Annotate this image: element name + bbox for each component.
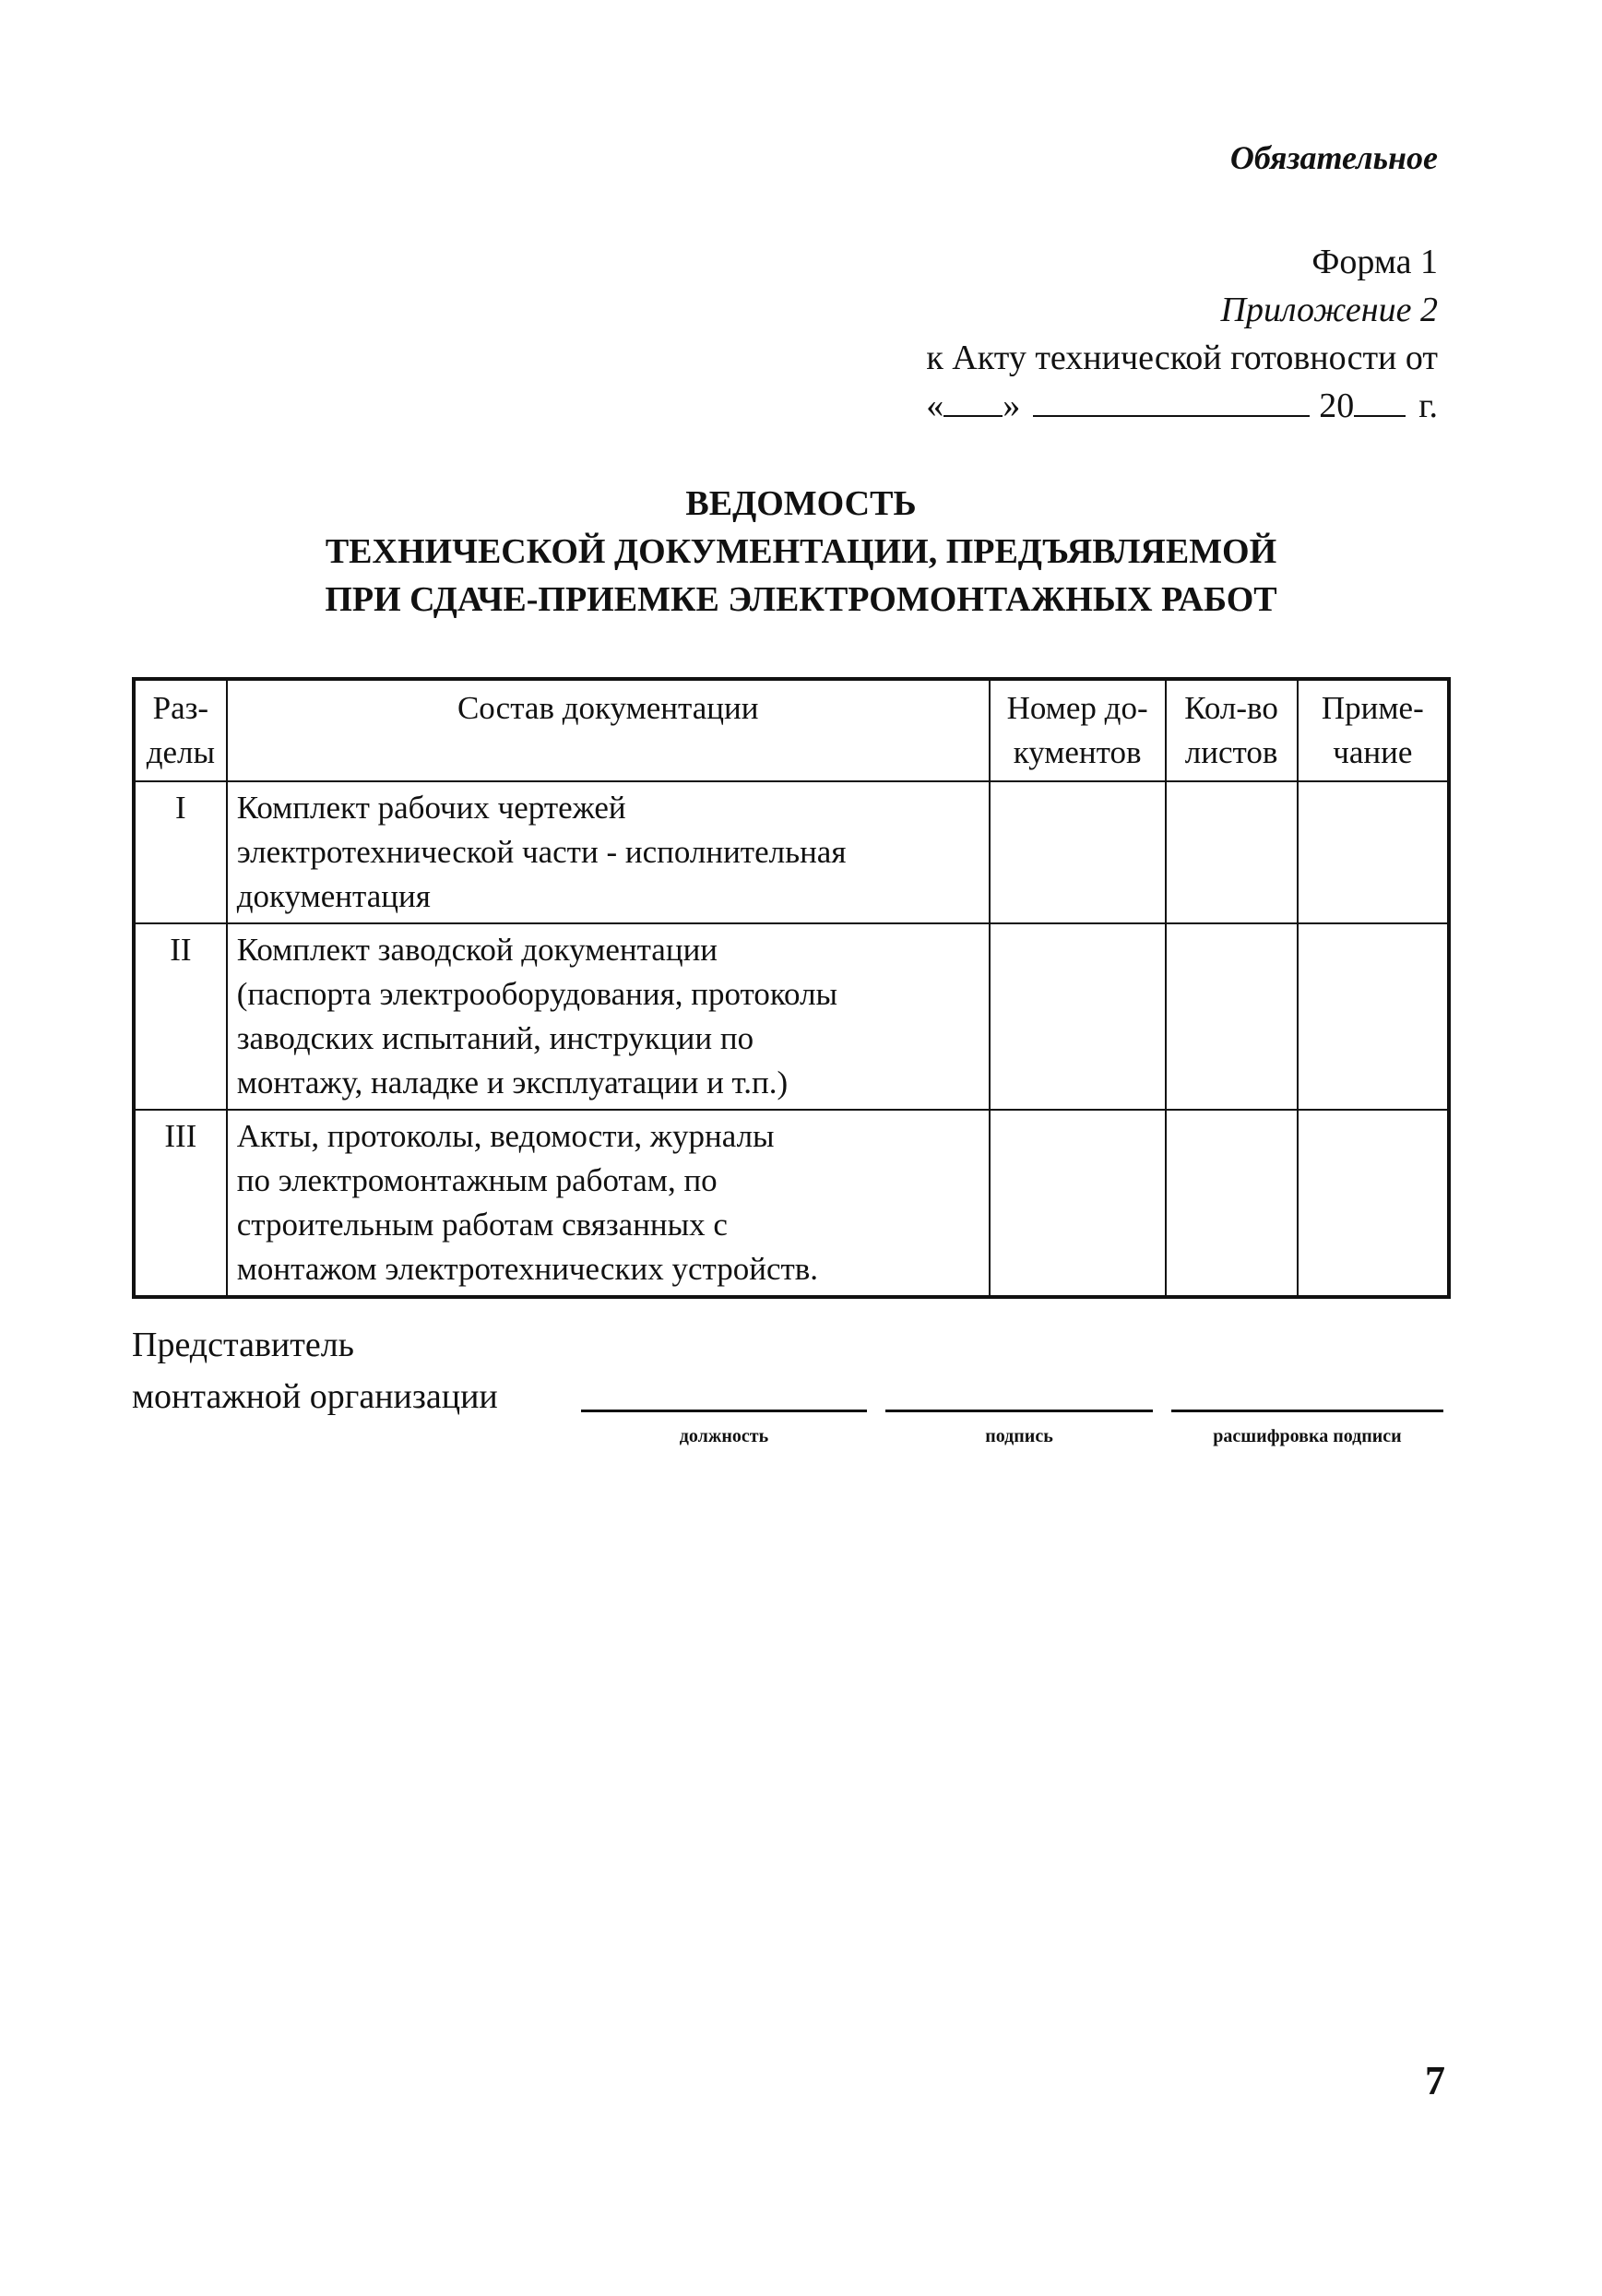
row-section: III [134,1110,227,1297]
signature-line[interactable] [885,1410,1153,1412]
act-reference: к Акту технической готовности от [926,339,1438,377]
row-composition: Акты, протоколы, ведомости, журналы по электромонтажным работам, по строительным работам связанных с монтажом электротехнических устройств. [227,1110,990,1297]
year-prefix: 20 [1319,387,1355,425]
header-section: Раз- делы [134,679,227,781]
title-line-1: ВЕДОМОСТЬ [685,484,917,523]
position-caption: должность [679,1426,769,1446]
header-sheets: Кол-во листов [1166,679,1298,781]
appendix-label: Приложение 2 [1220,291,1438,329]
date-close-quote: » [1003,387,1021,425]
year-blank[interactable] [1354,384,1406,417]
representative-block [132,1319,498,1422]
organization-label: монтажной организации [132,1377,498,1416]
position-line[interactable] [581,1410,867,1412]
row-section: I [134,781,227,923]
row-note-cell[interactable] [1298,1110,1449,1297]
header-note: Приме- чание [1298,679,1449,781]
table-header-row [134,679,1449,781]
decoding-line[interactable] [1171,1410,1443,1412]
row-sheets-cell[interactable] [1166,781,1298,923]
form-number: Форма 1 [1311,243,1438,281]
form-header [926,238,1438,430]
date-open-quote: « [926,387,944,425]
row-note-cell[interactable] [1298,923,1449,1110]
documentation-table [132,677,1451,1299]
title-line-3: ПРИ СДАЧЕ-ПРИЕМКЕ ЭЛЕКТРОМОНТАЖНЫХ РАБОТ [325,580,1277,619]
mandatory-label: Обязательное [1229,139,1438,176]
table-row [134,781,1449,923]
row-section: II [134,923,227,1110]
row-doc-number-cell[interactable] [990,1110,1166,1297]
row-note-cell[interactable] [1298,781,1449,923]
signature-caption: подпись [985,1426,1053,1446]
header-doc-number: Номер до- кументов [990,679,1166,781]
row-sheets-cell[interactable] [1166,923,1298,1110]
date-line [926,382,1438,430]
row-composition: Комплект заводской документации (паспорта электрооборудования, протоколы заводских испытаний, инструкции по монтажу, наладке и эксплуатации и т.п.) [227,923,990,1110]
year-suffix: г. [1418,387,1438,425]
representative-label: Представитель [132,1326,354,1364]
page-number: 7 [1425,2058,1445,2103]
month-blank[interactable] [1033,384,1310,417]
table-row [134,1110,1449,1297]
day-blank[interactable] [943,384,1003,417]
row-sheets-cell[interactable] [1166,1110,1298,1297]
header-composition: Состав документации [227,679,990,781]
row-doc-number-cell[interactable] [990,781,1166,923]
document-title [0,480,1602,624]
row-composition: Комплект рабочих чертежей электротехнической части - исполнительная документация [227,781,990,923]
title-line-2: ТЕХНИЧЕСКОЙ ДОКУМЕНТАЦИИ, ПРЕДЪЯВЛЯЕМОЙ [325,532,1277,571]
decoding-caption: расшифровка подписи [1213,1426,1402,1446]
row-doc-number-cell[interactable] [990,923,1166,1110]
table-row [134,923,1449,1110]
